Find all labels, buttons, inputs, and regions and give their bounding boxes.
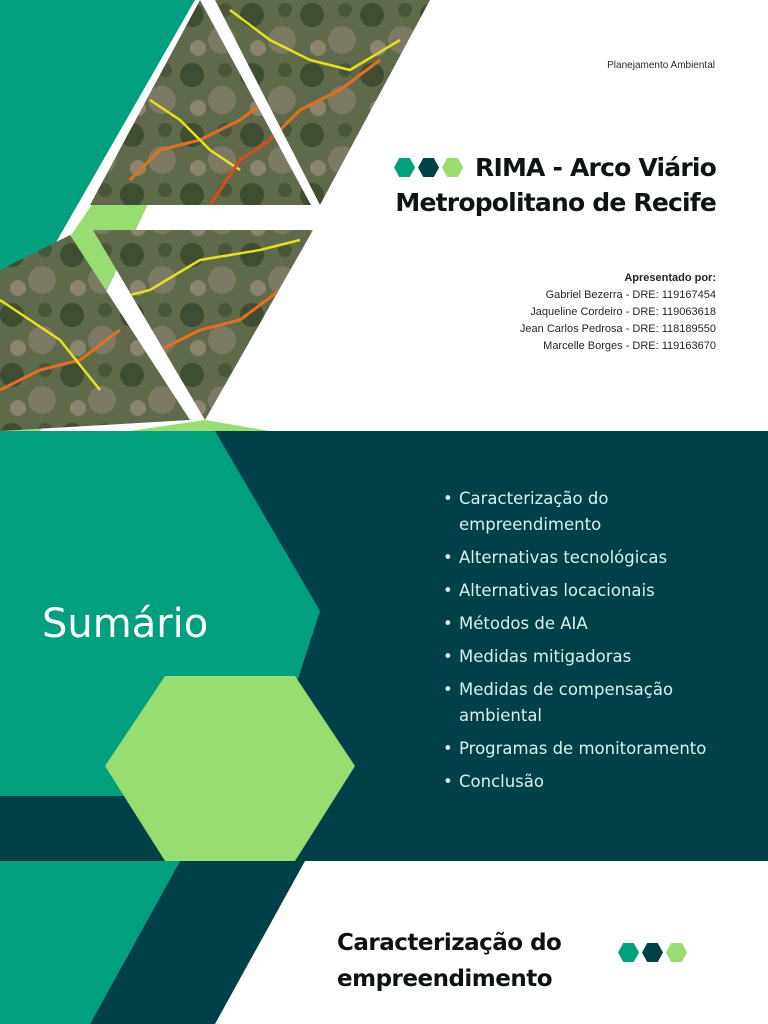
summary-item: • Conclusão: [441, 769, 741, 795]
section-title-line1: Caracterização do: [337, 930, 562, 956]
author-3: Jean Carlos Pedrosa - DRE: 118189550: [519, 323, 716, 335]
hexagon-decoration: [394, 158, 463, 177]
section-title-line2: empreendimento: [337, 966, 553, 992]
cover-title-line1: RIMA - Arco Viário: [475, 153, 716, 182]
summary-slide: [0, 431, 768, 861]
section-decoration: [0, 861, 320, 1024]
summary-item: • Programas de monitoramento: [441, 736, 741, 762]
author-2: Jaqueline Cordeiro - DRE: 119063618: [530, 306, 716, 318]
summary-item: • Alternativas tecnológicas: [441, 545, 741, 571]
cover-slide: [0, 0, 768, 431]
hexagon-green-icon: [442, 158, 463, 177]
hexagon-teal-icon: [618, 943, 639, 962]
author-1: Gabriel Bezerra - DRE: 119167454: [545, 289, 716, 301]
section-title: [337, 925, 561, 997]
hexagon-decoration: [618, 943, 687, 962]
hexagon-dark-icon: [418, 158, 439, 177]
summary-title: Sumário: [42, 601, 209, 647]
section-slide: [0, 861, 768, 1024]
summary-item: • Alternativas locacionais: [441, 578, 741, 604]
summary-item: • Métodos de AIA: [441, 611, 741, 637]
hexagon-green-icon: [666, 943, 687, 962]
summary-item: • Caracterização do empreendimento: [441, 486, 741, 538]
summary-list: [441, 486, 741, 802]
credits-block: [520, 270, 716, 355]
cover-kicker: Planejamento Ambiental: [607, 60, 715, 71]
author-4: Marcelle Borges - DRE: 119163670: [543, 340, 716, 352]
summary-item: • Medidas mitigadoras: [441, 644, 741, 670]
summary-item: • Medidas de compensação ambiental: [441, 677, 741, 729]
hexagon-teal-icon: [394, 158, 415, 177]
presented-by-label: Apresentado por:: [624, 272, 716, 284]
cover-title-line2: Metropolitano de Recife: [395, 188, 716, 217]
hexagon-dark-icon: [642, 943, 663, 962]
cover-title: [356, 150, 716, 220]
